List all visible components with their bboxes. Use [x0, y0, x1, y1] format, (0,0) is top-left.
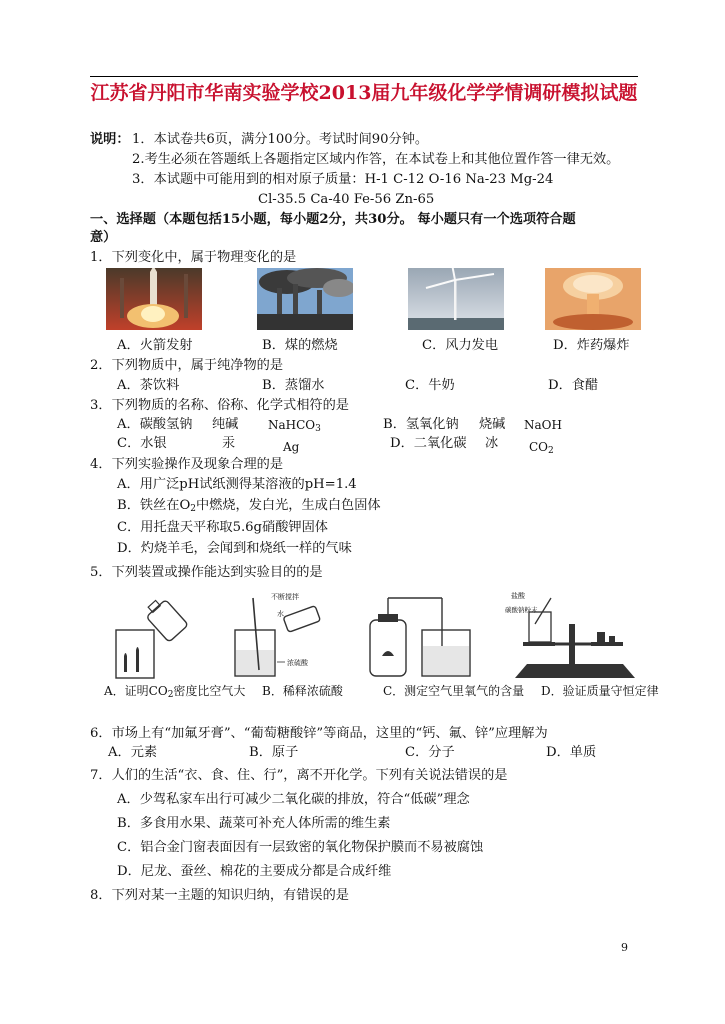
- q5-option-c[interactable]: C．测定空气里氧气的含量: [383, 684, 525, 698]
- q5-option-d[interactable]: D．验证质量守恒定律: [541, 684, 659, 698]
- q8-stem: 8．下列对某一主题的知识归纳，有错误的是: [90, 888, 349, 903]
- q1-option-b[interactable]: B．煤的燃烧: [262, 338, 338, 353]
- q1-stem: 1．下列变化中，属于物理变化的是: [90, 250, 297, 265]
- apparatus-a-co2-density: [104, 590, 204, 680]
- apparatus-c-oxygen-content: [360, 590, 480, 680]
- q3-option-d-formula: $CO_2$: [529, 440, 554, 456]
- q7-option-d[interactable]: D．尼龙、蚕丝、棉花的主要成分都是合成纤维: [117, 864, 392, 879]
- q3-stem: 3．下列物质的名称、俗称、化学式相符的是: [90, 398, 349, 413]
- label-stir: 不断搅拌: [271, 593, 299, 601]
- instruction-line-2: 2.考生必须在答题纸上各题指定区域内作答，在本试卷上和其他位置作答一律无效。: [132, 152, 620, 167]
- apparatus-b-dilute-acid: [225, 590, 335, 680]
- q2-option-d[interactable]: D．食醋: [548, 378, 599, 393]
- q3-option-b-formula: NaOH: [524, 418, 562, 432]
- instructions-label: 说明：: [90, 132, 130, 147]
- label-na2co3: 碳酸钠粉末: [505, 606, 538, 614]
- q4-option-c[interactable]: C．用托盘天平称取5.6g硝酸钾固体: [117, 520, 328, 535]
- section-heading-cont: 意）: [90, 230, 117, 245]
- q7-stem: 7．人们的生活“衣、食、住、行”，离不开化学。下列有关说法错误的是: [90, 768, 508, 783]
- q6-option-d[interactable]: D．单质: [546, 745, 597, 760]
- coal-burning-image: [257, 268, 353, 330]
- q4-stem: 4．下列实验操作及现象合理的是: [90, 457, 284, 472]
- q2-stem: 2．下列物质中，属于纯净物的是: [90, 358, 284, 373]
- q3-option-c-name[interactable]: C．水银: [117, 436, 167, 451]
- label-hcl: 盐酸: [511, 592, 525, 600]
- q3-option-b-common: 烧碱: [479, 417, 506, 432]
- page-number: 9: [621, 941, 628, 954]
- q6-option-a[interactable]: A．元素: [108, 745, 158, 760]
- q2-option-c[interactable]: C．牛奶: [405, 378, 455, 393]
- instruction-line-1: 1．本试卷共6页，满分100分。考试时间90分钟。: [132, 132, 429, 147]
- q7-option-b[interactable]: B．多食用水果、蔬菜可补充人体所需的维生素: [117, 816, 391, 831]
- rocket-launch-image: [106, 268, 202, 330]
- q2-option-a[interactable]: A．茶饮料: [117, 378, 180, 393]
- q5-stem: 5．下列装置或操作能达到实验目的的是: [90, 565, 323, 580]
- q4-option-d[interactable]: D．灼烧羊毛，会闻到和烧纸一样的气味: [117, 541, 352, 556]
- q3-option-d-common: 冰: [485, 436, 499, 451]
- q3-option-a-name[interactable]: A．碳酸氢钠: [117, 417, 193, 432]
- section-heading: 一、选择题（本题包括15小题，每小题2分，共30分。 每小题只有一个选项符合题: [90, 212, 576, 227]
- q2-option-b[interactable]: B．蒸馏水: [262, 378, 325, 393]
- label-acid: 浓硫酸: [287, 659, 308, 667]
- explosion-image: [545, 268, 641, 330]
- q3-option-b-name[interactable]: B．氢氧化钠: [383, 417, 459, 432]
- q1-option-a[interactable]: A．火箭发射: [117, 338, 193, 353]
- instruction-line-4: Cl-35.5 Ca-40 Fe-56 Zn-65: [258, 192, 435, 207]
- q4-option-b[interactable]: B．铁丝在$O_2$中燃烧，发白光，生成白色固体: [117, 498, 381, 514]
- q7-option-c[interactable]: C．铝合金门窗表面因有一层致密的氧化物保护膜而不易被腐蚀: [117, 840, 484, 855]
- q6-stem: 6．市场上有“加氟牙膏”、“葡萄糖酸锌”等商品，这里的“钙、氟、锌”应理解为: [90, 726, 548, 741]
- wind-power-image: [408, 268, 504, 330]
- q5-option-a[interactable]: A．证明$CO_2$密度比空气大: [104, 684, 246, 700]
- label-water: 水: [277, 610, 284, 618]
- q1-option-d[interactable]: D．炸药爆炸: [553, 338, 630, 353]
- instruction-line-3: 3．本试题中可能用到的相对原子质量：H-1 C-12 O-16 Na-23 Mg-24: [132, 172, 554, 187]
- header-rule: [90, 76, 638, 77]
- q1-option-c[interactable]: C．风力发电: [422, 338, 499, 353]
- q4-option-a[interactable]: A．用广泛pH试纸测得某溶液的pH=1.4: [117, 477, 357, 492]
- q7-option-a[interactable]: A．少驾私家车出行可减少二氧化碳的排放，符合“低碳”理念: [117, 792, 470, 807]
- q6-option-c[interactable]: C．分子: [405, 745, 455, 760]
- apparatus-d-balance: [505, 590, 640, 680]
- q3-option-a-formula: NaHCO$_3$: [268, 418, 321, 434]
- q6-option-b[interactable]: B．原子: [249, 745, 299, 760]
- q3-option-c-common: 汞: [222, 436, 236, 451]
- q3-option-a-common: 纯碱: [212, 417, 239, 432]
- page-title: 江苏省丹阳市华南实验学校2013届九年级化学学情调研模拟试题: [90, 82, 638, 104]
- q3-option-c-formula: Ag: [283, 440, 300, 454]
- q3-option-d-name[interactable]: D．二氧化碳: [390, 436, 467, 451]
- q5-option-b[interactable]: B．稀释浓硫酸: [262, 684, 343, 698]
